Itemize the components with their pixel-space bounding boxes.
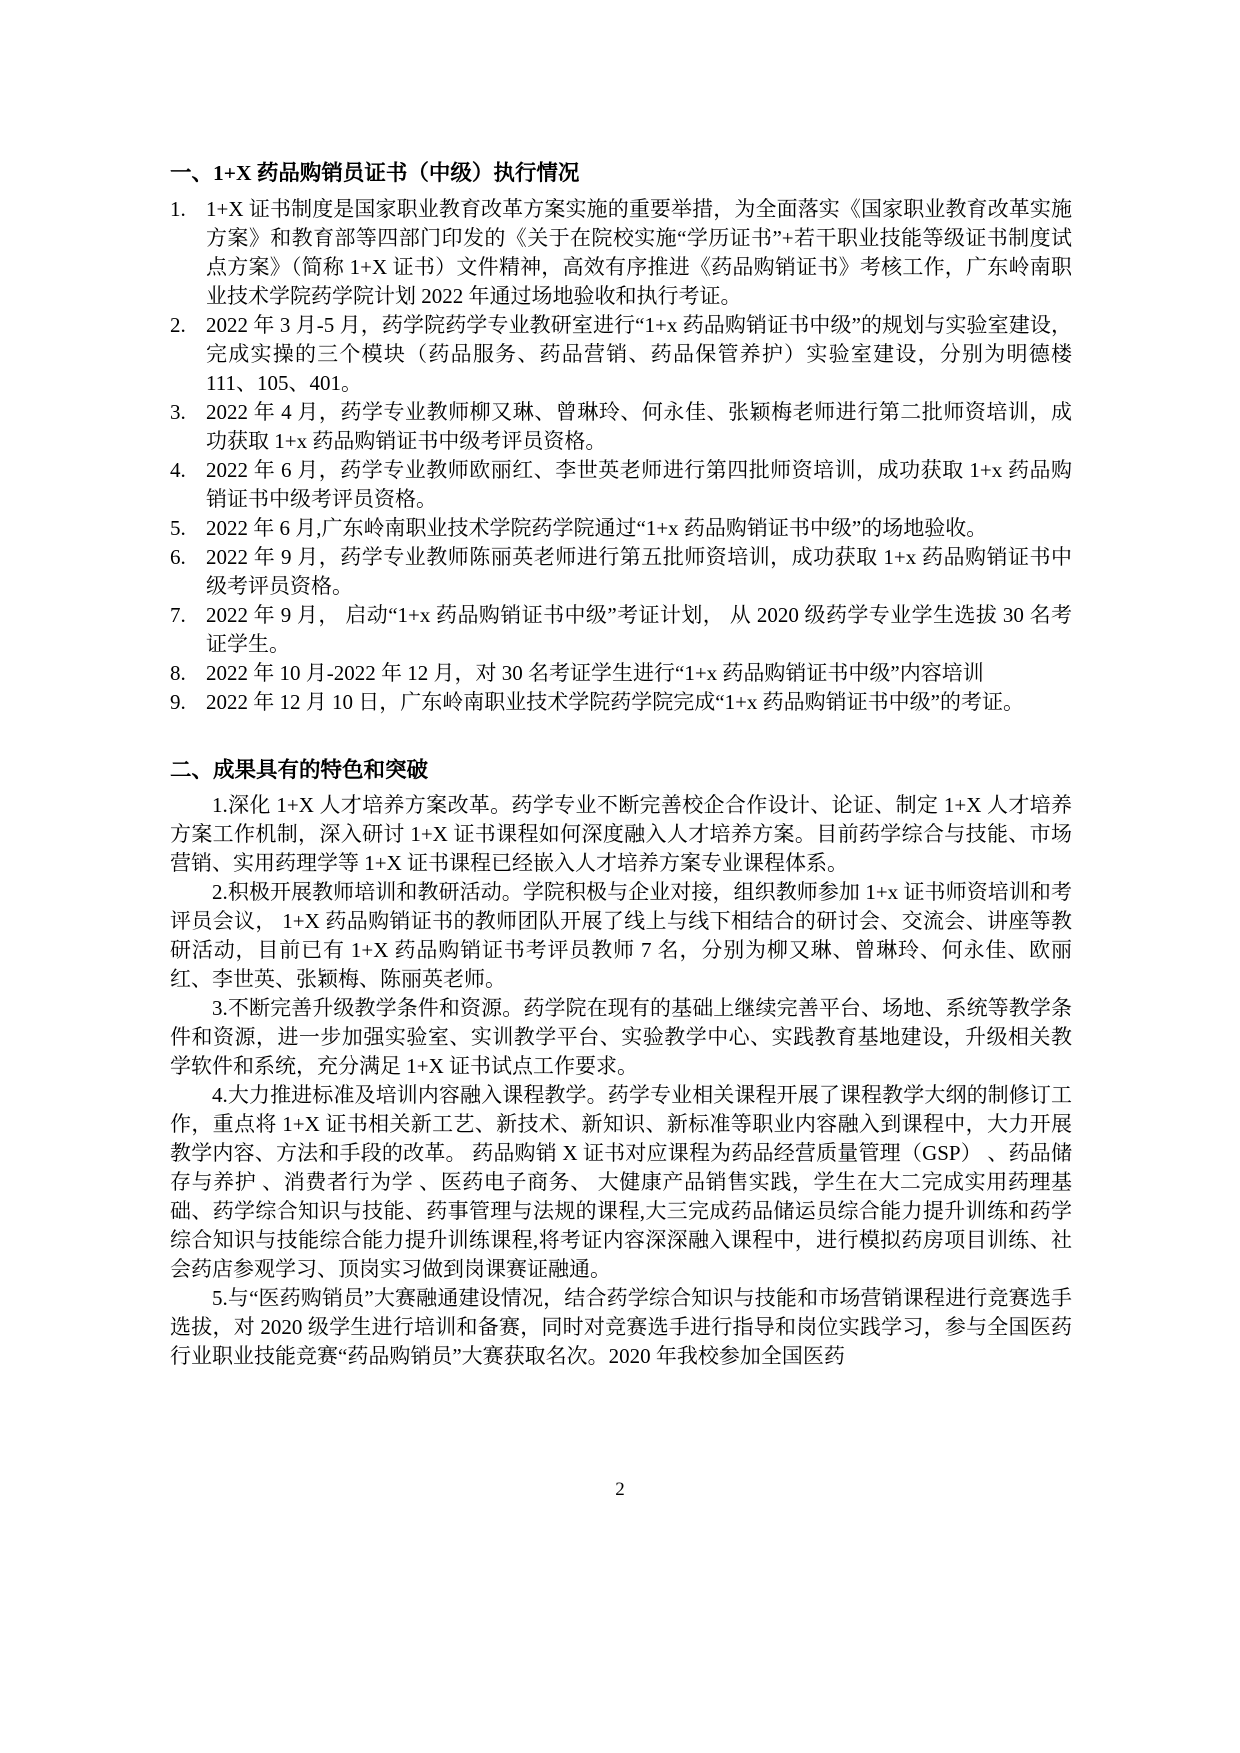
list-item bbox=[170, 688, 1072, 717]
list-item-text: 1+X 证书制度是国家职业教育改革方案实施的重要举措，为全面落实《国家职业教育改革实施方案》和教育部等四部门印发的《关于在院校实施“学历证书”+若干职业技能等级证书制度试点方案》（简称 1+X 证书）文件精神，高效有序推进《药品购销证书》考核工作，广东岭南职业技术学院药学院计划 2022 年通过场地验收和执行考证。 bbox=[206, 197, 1072, 308]
list-item bbox=[170, 659, 1072, 688]
list-item-number: 2. bbox=[170, 313, 186, 337]
section1-list bbox=[170, 195, 1072, 717]
section2-paragraph: 5.与“医药购销员”大赛融通建设情况，结合药学综合知识与技能和市场营销课程进行竞赛选手选拔，对 2020 级学生进行培训和备赛，同时对竞赛选手进行指导和岗位实践学习，参与全国医药行业职业技能竞赛“药品购销员”大赛获取名次。2020 年我校参加全国医药 bbox=[170, 1286, 1072, 1368]
list-item bbox=[170, 195, 1072, 311]
list-item-text: 2022 年 6 月，药学专业教师欧丽红、李世英老师进行第四批师资培训，成功获取 1+x 药品购销证书中级考评员资格。 bbox=[206, 458, 1072, 511]
list-item-number: 5. bbox=[170, 516, 186, 540]
section2-heading: 二、成果具有的特色和突破 bbox=[170, 758, 429, 782]
list-item-text: 2022 年 9 月， 启动“1+x 药品购销证书中级”考证计划， 从 2020 级药学专业学生选拔 30 名考证学生。 bbox=[206, 603, 1072, 656]
list-item-text: 2022 年 3 月-5 月，药学院药学专业教研室进行“1+x 药品购销证书中级”的规划与实验室建设，完成实操的三个模块（药品服务、药品营销、药品保管养护）实验室建设，分别为明德楼 111、105、401。 bbox=[206, 313, 1072, 395]
list-item-text: 2022 年 4 月，药学专业教师柳又琳、曾琳玲、何永佳、张颖梅老师进行第二批师资培训，成功获取 1+x 药品购销证书中级考评员资格。 bbox=[206, 400, 1072, 453]
list-item-text: 2022 年 12 月 10 日，广东岭南职业技术学院药学院完成“1+x 药品购销证书中级”的考证。 bbox=[206, 690, 1024, 714]
section2-paragraph: 3.不断完善升级教学条件和资源。药学院在现有的基础上继续完善平台、场地、系统等教学条件和资源，进一步加强实验室、实训教学平台、实验教学中心、实践教育基地建设，升级相关教学软件和系统，充分满足 1+X 证书试点工作要求。 bbox=[170, 996, 1072, 1078]
document-content bbox=[170, 158, 1072, 1371]
list-item-number: 3. bbox=[170, 400, 186, 424]
list-item bbox=[170, 543, 1072, 601]
list-item-text: 2022 年 6 月,广东岭南职业技术学院药学院通过“1+x 药品购销证书中级”的场地验收。 bbox=[206, 516, 988, 540]
list-item-number: 4. bbox=[170, 458, 186, 482]
list-item bbox=[170, 398, 1072, 456]
section2-paragraph: 1.深化 1+X 人才培养方案改革。药学专业不断完善校企合作设计、论证、制定 1+X 人才培养方案工作机制，深入研讨 1+X 证书课程如何深度融入人才培养方案。目前药学综合与技能、市场营销、实用药理学等 1+X 证书课程已经嵌入人才培养方案专业课程体系。 bbox=[170, 793, 1072, 875]
list-item-text: 2022 年 9 月，药学专业教师陈丽英老师进行第五批师资培训，成功获取 1+x 药品购销证书中级考评员资格。 bbox=[206, 545, 1072, 598]
list-item bbox=[170, 514, 1072, 543]
list-item bbox=[170, 601, 1072, 659]
list-item-number: 6. bbox=[170, 545, 186, 569]
page-number: 2 bbox=[615, 1479, 625, 1500]
list-item-number: 1. bbox=[170, 197, 186, 221]
list-item-number: 8. bbox=[170, 661, 186, 685]
list-item-text: 2022 年 10 月-2022 年 12 月，对 30 名考证学生进行“1+x 药品购销证书中级”内容培训 bbox=[206, 661, 984, 685]
section1-heading: 一、1+X 药品购销员证书（中级）执行情况 bbox=[170, 161, 580, 185]
section2-paragraph: 4.大力推进标准及培训内容融入课程教学。药学专业相关课程开展了课程教学大纲的制修订工作，重点将 1+X 证书相关新工艺、新技术、新知识、新标准等职业内容融入到课程中，大力开展教学内容、方法和手段的改革。 药品购销 X 证书对应课程为药品经营质量管理（GSP） 、药品储存与养护 、消费者行为学 、医药电子商务、 大健康产品销售实践，学生在大二完成实用药理基础、药学综合知识与技能、药事管理与法规的课程,大三完成药品储运员综合能力提升训练和药学综合知识与技能综合能力提升训练课程,将考证内容深深融入课程中，进行模拟药房项目训练、社会药店参观学习、顶岗实习做到岗课赛证融通。 bbox=[170, 1083, 1072, 1281]
list-item-number: 9. bbox=[170, 690, 186, 714]
list-item-number: 7. bbox=[170, 603, 186, 627]
list-item bbox=[170, 311, 1072, 398]
list-item bbox=[170, 456, 1072, 514]
section2-paragraph: 2.积极开展教师培训和教研活动。学院积极与企业对接，组织教师参加 1+x 证书师资培训和考评员会议， 1+X 药品购销证书的教师团队开展了线上与线下相结合的研讨会、交流会、讲座等教研活动，目前已有 1+X 药品购销证书考评员教师 7 名，分别为柳又琳、曾琳玲、何永佳、欧丽红、李世英、张颖梅、陈丽英老师。 bbox=[170, 880, 1072, 991]
